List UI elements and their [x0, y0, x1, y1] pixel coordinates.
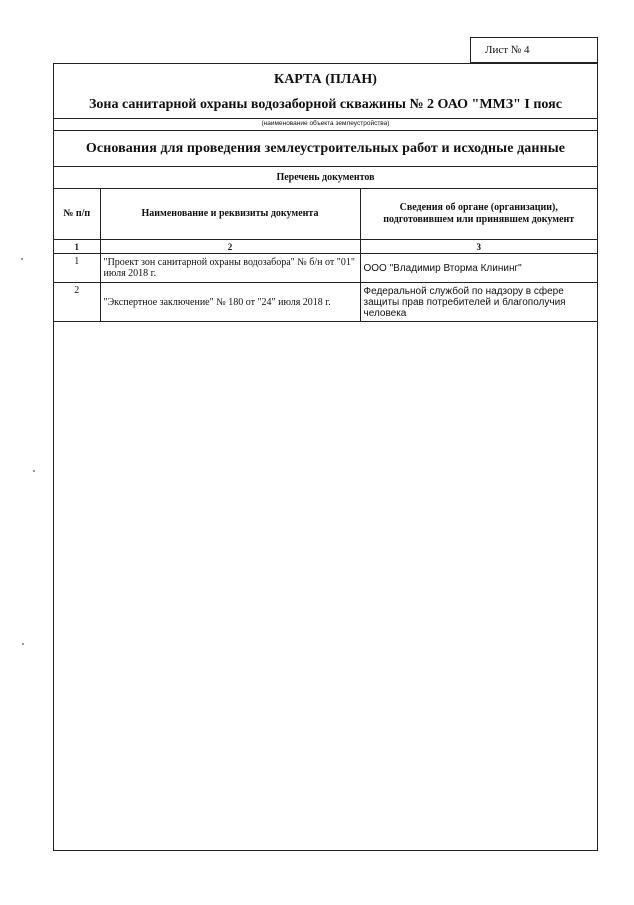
- column-number: 2: [100, 240, 360, 254]
- document-details: "Проект зон санитарной охраны водозабора" № б/н от "01" июля 2018 г.: [100, 254, 360, 283]
- organization-details: Федеральной службой по надзору в сфере защиты прав потребителей и благополучия человека: [360, 283, 597, 322]
- organization-details: ООО "Владимир Вторма Клининг": [360, 254, 597, 283]
- documents-table: [54, 188, 597, 322]
- documents-list-title: Перечень документов: [276, 172, 375, 183]
- divider: [54, 130, 597, 131]
- sheet-number-label: Лист № 4: [470, 37, 598, 63]
- document-title: КАРТА (ПЛАН): [274, 72, 377, 87]
- divider: [54, 166, 597, 167]
- document-frame: [53, 63, 598, 851]
- document-details: "Экспертное заключение" № 180 от "24" июля 2018 г.: [100, 283, 360, 322]
- table-row: [54, 283, 597, 322]
- column-number: 3: [360, 240, 597, 254]
- divider: [54, 118, 597, 119]
- column-header-organization: Сведения об органе (организации), подготовившем или принявшем документ: [360, 189, 597, 240]
- column-header-document: Наименование и реквизиты документа: [100, 189, 360, 240]
- table-row: [54, 254, 597, 283]
- table-header-row: [54, 189, 597, 240]
- scan-speck: [21, 258, 23, 260]
- column-number-row: [54, 240, 597, 254]
- row-number: 2: [54, 283, 100, 322]
- object-name: Зона санитарной охраны водозаборной скважины № 2 ОАО "ММЗ" I пояс: [89, 97, 562, 112]
- scan-speck: [33, 470, 35, 472]
- object-caption: (наименование объекта землеустройства): [261, 120, 390, 127]
- column-number: 1: [54, 240, 100, 254]
- column-header-number: № п/п: [54, 189, 100, 240]
- row-number: 1: [54, 254, 100, 283]
- basis-title: Основания для проведения землеустроительных работ и исходные данные: [85, 141, 566, 156]
- scan-speck: [22, 643, 24, 645]
